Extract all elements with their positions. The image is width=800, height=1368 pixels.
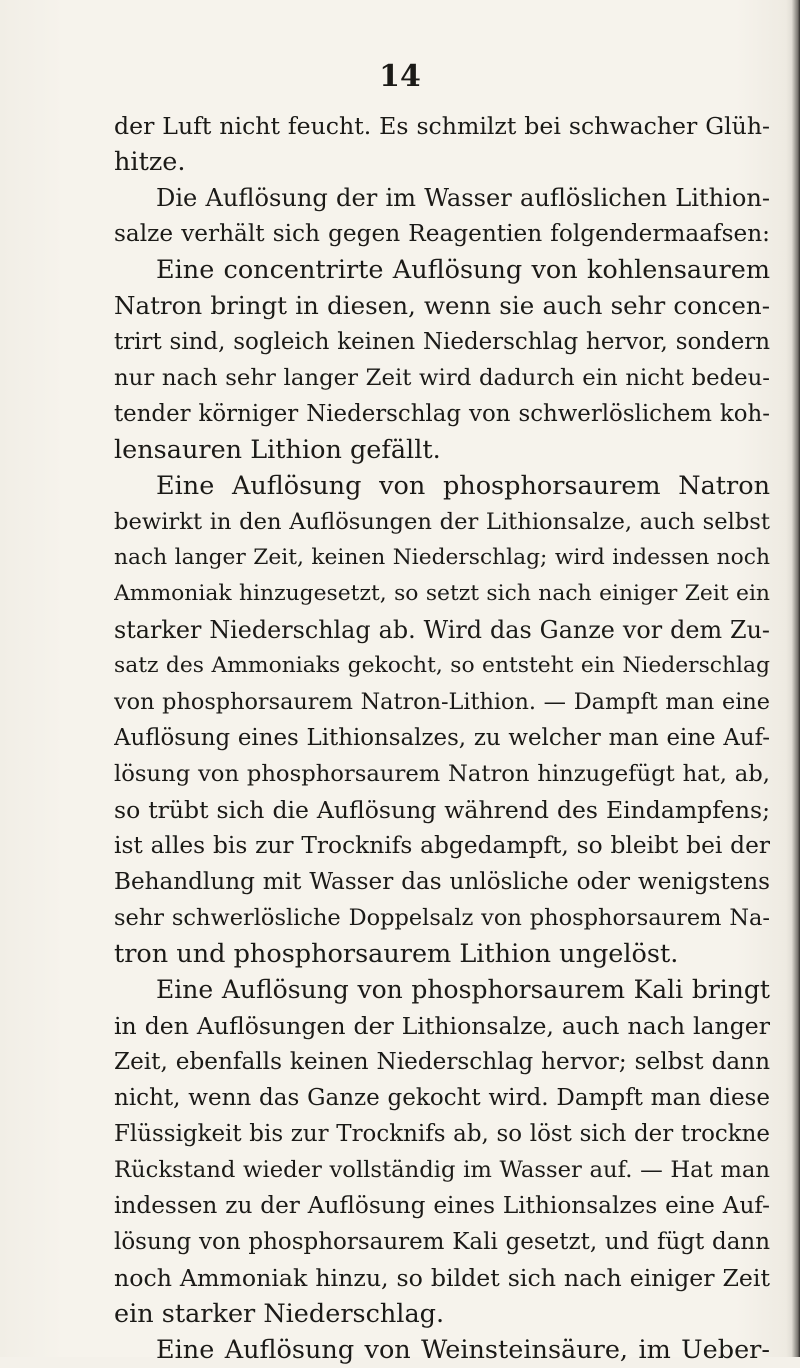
text-line: satz des Ammoniaks gekocht, so entsteht ein Niederschlag (114, 653, 770, 678)
text-line: Eine Auflösung von Weinsteinsäure, im Ueber- (156, 1335, 770, 1365)
page-edge-shadow (786, 0, 800, 1357)
text-line: Zeit, ebenfalls keinen Niederschlag hervor; selbst dann (114, 1049, 770, 1075)
body-text (114, 108, 770, 1368)
text-line: tender körniger Niederschlag von schwerlöslichem koh- (114, 401, 770, 427)
text-line: lösung von phosphorsaurem Natron hinzugefügt hat, ab, (114, 761, 770, 787)
text-line: nur nach sehr langer Zeit wird dadurch ein nicht bedeu- (114, 365, 770, 391)
text-line: ein starker Niederschlag. (114, 1299, 445, 1329)
text-line: hitze. (114, 147, 186, 177)
text-line: so trübt sich die Auflösung während des Eindampfens; (114, 796, 770, 824)
text-line: indessen zu der Auflösung eines Lithionsalzes eine Auf- (114, 1192, 770, 1219)
text-line: ist alles bis zur Trocknifs abgedampft, so bleibt bei der (114, 832, 770, 859)
text-line: lensauren Lithion gefällt. (114, 435, 441, 465)
text-line: Eine Auflösung von phosphorsaurem Natron (156, 471, 770, 501)
text-line: Flüssigkeit bis zur Trocknifs ab, so löst sich der trockne (114, 1121, 770, 1147)
text-line: von phosphorsaurem Natron-Lithion. — Dampft man eine (114, 689, 770, 715)
text-line: nicht, wenn das Ganze gekocht wird. Dampft man diese (114, 1085, 770, 1111)
text-line: starker Niederschlag ab. Wird das Ganze vor dem Zu- (114, 616, 770, 644)
text-line: Natron bringt in diesen, wenn sie auch sehr concen- (114, 291, 770, 320)
text-line: Die Auflösung der im Wasser auflöslichen Lithion- (156, 184, 770, 212)
text-line: Eine concentrirte Auflösung von kohlensaurem (156, 255, 770, 285)
text-line: nach langer Zeit, keinen Niederschlag; wird indessen noch (114, 545, 770, 570)
text-line: Rückstand wieder vollständig im Wasser auf. — Hat man (114, 1157, 770, 1183)
text-line: noch Ammoniak hinzu, so bildet sich nach einiger Zeit (114, 1264, 770, 1292)
page-number: 14 (379, 59, 421, 94)
text-line: Ammoniak hinzugesetzt, so setzt sich nach einiger Zeit ein (114, 581, 770, 606)
text-line: Auflösung eines Lithionsalzes, zu welcher man eine Auf- (114, 725, 770, 751)
text-line: lösung von phosphorsaurem Kali gesetzt, und fügt dann (114, 1229, 770, 1255)
text-line: Behandlung mit Wasser das unlösliche oder wenigstens (114, 869, 770, 895)
text-line: der Luft nicht feucht. Es schmilzt bei schwacher Glüh- (114, 112, 770, 140)
text-line: in den Auflösungen der Lithionsalze, auch nach langer (114, 1012, 770, 1040)
text-line: Eine Auflösung von phosphorsaurem Kali bringt (156, 975, 770, 1004)
text-line: trirt sind, sogleich keinen Niederschlag hervor, sondern (114, 329, 770, 355)
text-line: salze verhält sich gegen Reagentien folgendermaafsen: (114, 220, 770, 247)
text-line: sehr schwerlösliche Doppelsalz von phosphorsaurem Na- (114, 905, 770, 931)
text-line: tron und phosphorsaurem Lithion ungelöst. (114, 939, 679, 969)
text-line: bewirkt in den Auflösungen der Lithionsalze, auch selbst (114, 509, 770, 535)
